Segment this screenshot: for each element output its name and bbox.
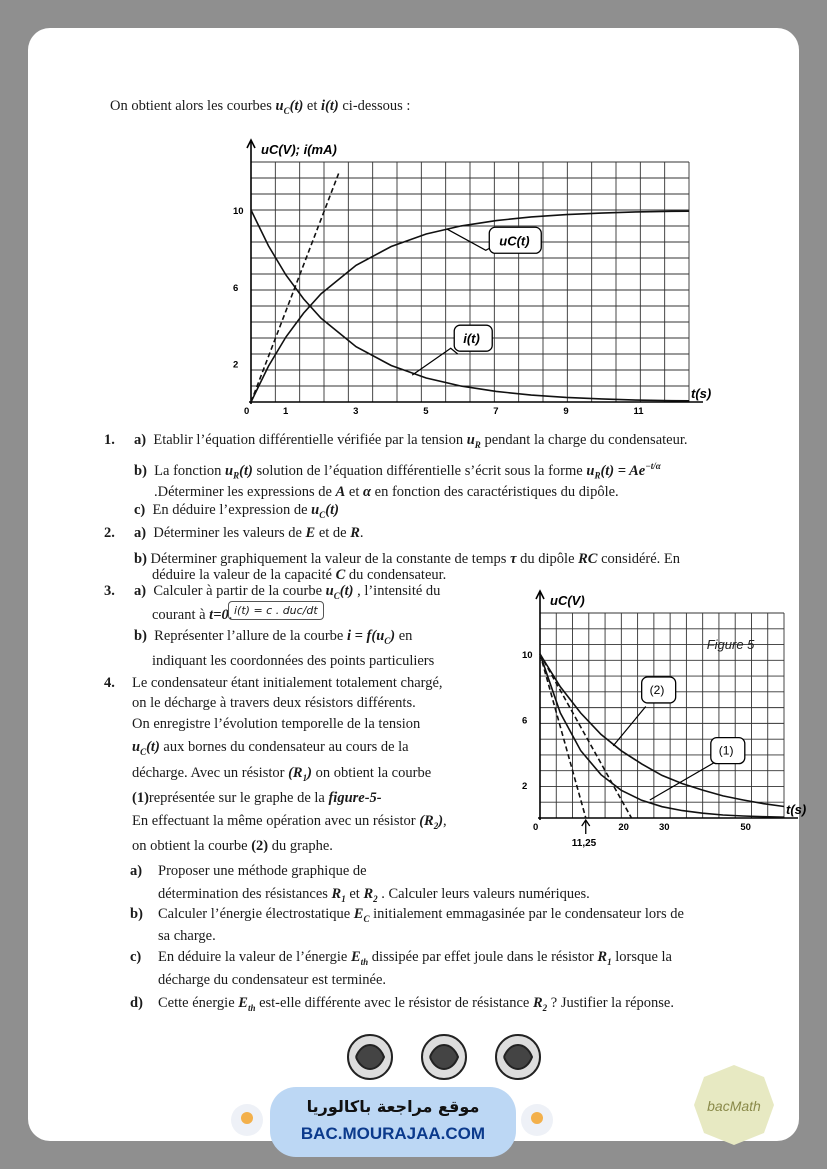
- x-tick-label: 9: [563, 406, 569, 417]
- footer-arabic: موقع مراجعة باكالوريا: [306, 1097, 480, 1116]
- q4-line2: on le décharge à travers deux résistors différents.: [132, 695, 416, 711]
- x-tick-label: 3: [353, 406, 359, 417]
- callout-label-i: i(t): [463, 331, 480, 347]
- x-tick-label: 11: [633, 406, 644, 417]
- tau-marker-label: 11,25: [571, 838, 597, 849]
- q4c-label: c): [130, 949, 142, 965]
- q4b-line2: sa charge.: [158, 928, 216, 944]
- q3-number: 3.: [104, 583, 115, 599]
- q1b-line2: .Déterminer les expressions de A et α en fonction des caractéristiques du dipôle.: [154, 484, 619, 500]
- y-tick-label: 2: [522, 781, 528, 793]
- x-tick-label: 20: [618, 822, 629, 833]
- footer-url-link[interactable]: BAC.MOURAJAA.COM: [300, 1124, 486, 1143]
- intro-line: On obtient alors les courbes $u_C(t)$ et i(t) ci-dessous :: [110, 98, 411, 116]
- document-page: [28, 28, 807, 1141]
- q4d-label: d): [130, 995, 143, 1011]
- footer-logo-right-icon: [520, 1103, 554, 1137]
- q4a-line1: Proposer une méthode graphique de: [158, 863, 367, 879]
- q4-line3: On enregistre l’évolution temporelle de la tension: [132, 716, 421, 732]
- q3b-line2: indiquant les coordonnées des points particuliers: [152, 653, 435, 669]
- y-tick-label: 10: [233, 206, 244, 217]
- q2-number: 2.: [104, 525, 115, 541]
- y-axis-label: uC(V): [550, 593, 585, 608]
- q4-line4: $u_C(t)$ aux bornes du condensateur au cours de la: [132, 739, 409, 757]
- q4c-line2: décharge du condensateur est terminée.: [158, 972, 387, 988]
- q2b-line2: déduire la valeur de la capacité C du condensateur.: [152, 567, 447, 583]
- q4-line1: Le condensateur étant initialement totalement chargé,: [132, 675, 443, 691]
- q2b-line: b) Déterminer graphiquement la valeur de la constante de temps τ du dipôle RC considéré. En: [134, 551, 681, 567]
- x-tick-label: 0: [533, 822, 539, 833]
- q4d-line1: Cette énergie $E_{th}$ est-elle différente avec le résistor de résistance $R_2$ ? Justifier la réponse.: [158, 995, 674, 1013]
- x-axis-label: t(s): [691, 386, 712, 401]
- callout-pointer: [613, 706, 646, 745]
- q4a-line2: détermination des résistances $R_1$ et $R_2$ . Calculer leurs valeurs numériques.: [158, 886, 590, 904]
- q1-number: 1.: [104, 432, 115, 448]
- bacmath-text: bacMath: [707, 1098, 761, 1114]
- x-tick-label: 7: [493, 406, 499, 417]
- tangent-line: [251, 174, 339, 403]
- q4-line8: on obtient la courbe (2) du graphe.: [132, 838, 333, 854]
- q4-number: 4.: [104, 675, 115, 691]
- q3b-line: b) Représenter l’allure de la courbe $i = f(u_C)$ en: [134, 628, 413, 646]
- q3a-line2: courant à t=0.: [152, 607, 233, 623]
- q4a-label: a): [130, 863, 143, 879]
- y-tick-label: 10: [522, 650, 533, 661]
- q4c-line1: En déduire la valeur de l’énergie $E_{th}$ dissipée par effet joule dans le résistor $R_1$ lorsque la: [158, 949, 672, 967]
- q4b-line1: Calculer l’énergie électrostatique $E_C$ initialement emmagasinée par le condensateur lors de: [158, 906, 684, 924]
- q4-line5: décharge. Avec un résistor $(R_1)$ on obtient la courbe: [132, 765, 432, 783]
- x-tick-label: 0: [244, 406, 250, 417]
- callout-label-2: (2): [649, 682, 665, 697]
- tangent-line: [540, 654, 632, 818]
- x-tick-label: 50: [740, 822, 751, 833]
- ornament-icon: [348, 1035, 540, 1079]
- q1c-line: c) En déduire l’expression de $u_C(t)$: [134, 502, 339, 520]
- ornament-divider: [344, 1031, 544, 1083]
- x-tick-label: 1: [283, 406, 289, 417]
- y-axis-label: uC(V); i(mA): [261, 142, 337, 157]
- handwritten-note: i(t) = c . duc/dt: [228, 601, 324, 620]
- q1b-line: b) La fonction $u_R(t)$ solution de l’équation différentielle s’écrit sous la forme $u_R(t) = Ae^{-t/\alpha}$: [134, 461, 661, 481]
- footer-logo-left-icon: [230, 1103, 264, 1137]
- callout-label-uc: uC(t): [499, 233, 530, 249]
- callout-pointer: [412, 348, 458, 375]
- x-tick-label: 5: [423, 406, 429, 417]
- q4-line6: (1)représentée sur le graphe de la figure-5-: [132, 790, 382, 806]
- bacmath-badge: [692, 1063, 776, 1147]
- chart-figure5: [512, 576, 807, 872]
- y-tick-label: 6: [522, 715, 528, 727]
- x-axis-label: t(s): [786, 802, 807, 817]
- y-tick-label: 6: [233, 282, 239, 294]
- q4-line7: En effectuant la même opération avec un résistor $(R_2)$,: [132, 813, 447, 831]
- tangent-line: [540, 654, 586, 818]
- callout-pointer: [650, 762, 715, 800]
- y-tick-label: 2: [233, 359, 239, 371]
- q2a-line: a) Déterminer les valeurs de E et de R.: [134, 525, 364, 541]
- q1a-line: a) Etablir l’équation différentielle vérifiée par la tension $u_R$ pendant la charge du condensateur.: [134, 432, 688, 450]
- figure-title: Figure 5: [706, 637, 755, 653]
- q4b-label: b): [130, 906, 143, 922]
- x-tick-label: 30: [659, 822, 670, 833]
- q3a-line: a) Calculer à partir de la courbe $u_C(t)$ , l’intensité du: [134, 583, 441, 601]
- chart-charge: [206, 140, 716, 432]
- callout-label-1: (1): [718, 743, 734, 758]
